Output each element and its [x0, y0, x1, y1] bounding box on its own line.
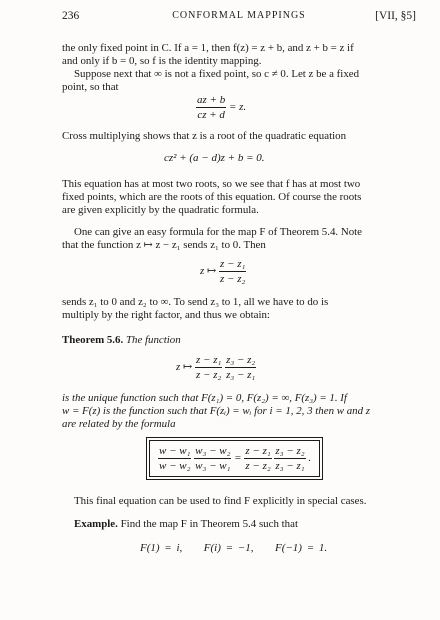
eq5-numerator-1: w − w₁: [159, 445, 191, 457]
eq1-numerator: az + b: [197, 94, 226, 106]
quadratic-equation: cz² + (a − d)z + b = 0.: [164, 152, 265, 164]
eq4-denominator-2: z₃ − z₁: [226, 369, 256, 381]
eq4-numerator-2: z₃ − z₂: [226, 354, 256, 366]
eq4-fraction-1: [195, 354, 222, 381]
eq5-denominator-1: w − w₂: [159, 460, 191, 472]
eq1-fraction: [196, 94, 226, 121]
boxed-cross-ratio-formula: [146, 437, 323, 480]
eq5-fraction-3: [244, 445, 271, 472]
example-label: Example.: [74, 518, 118, 530]
eq5-denominator-3: z − z₂: [245, 460, 271, 472]
para4-line3: are given explicitly by the quadratic formula.: [62, 204, 259, 216]
condition-1: F(1) = i,: [140, 542, 183, 554]
para6-line2: multiply by the right factor, and thus we obtain:: [62, 309, 270, 321]
eq5-period: .: [308, 452, 312, 465]
theorem-line1: is the unique function such that F(z₁) = 0, F(z₂) = ∞, F(z₃) = 1. If: [62, 392, 347, 404]
para1-line1: the only fixed point in C. If a = 1, then f(z) = z + b, and z + b = z if: [62, 42, 354, 54]
page-number: 236: [62, 10, 80, 22]
eq4-denominator-1: z − z₂: [196, 369, 222, 381]
condition-2: F(i) = −1,: [203, 542, 254, 554]
para5-line1: One can give an easy formula for the map F of Theorem 5.4. Note: [74, 226, 363, 238]
theorem-line3: are related by the formula: [62, 418, 176, 430]
theorem-intro: The function: [125, 334, 181, 346]
para1-line2: and only if b = 0, so f is the identity mapping.: [62, 55, 262, 67]
eq5-equals: =: [234, 452, 242, 465]
condition-3: F(−1) = 1.: [274, 542, 328, 554]
eq3-fraction: [219, 258, 246, 285]
fixed-point-equation: [196, 94, 246, 121]
eq5-fraction-2: [194, 445, 231, 472]
para2-line1: Suppose next that ∞ is not a fixed point, so c ≠ 0. Let z be a fixed: [74, 68, 360, 80]
eq4-numerator-1: z − z₁: [196, 354, 222, 366]
translation-map: [200, 258, 246, 285]
eq3-denominator: z − z₂: [220, 273, 246, 285]
theorem-line2: w = F(z) is the function such that F(zᵢ) = wᵢ for i = 1, 2, 3 then w and z: [62, 405, 371, 417]
para5-line2: that the function z ↦ z − z₁ sends z₁ to 0. Then: [62, 239, 266, 251]
boxed-formula-inner: [149, 440, 320, 477]
running-header: [62, 10, 416, 26]
para3: Cross multiplying shows that z is a root of the quadratic equation: [62, 130, 347, 142]
example-text: Find the map F in Theorem 5.4 such that: [120, 518, 298, 530]
section-number: [VII, §5]: [375, 10, 416, 22]
cross-ratio-map: [176, 354, 256, 381]
para4-line2: fixed points, which are the roots of this equation. Of course the roots: [62, 191, 362, 203]
para7: This final equation can be used to find F explicitly in special cases.: [74, 495, 367, 507]
eq5-fraction-1: [158, 445, 191, 472]
eq4-fraction-2: [225, 354, 256, 381]
eq5-denominator-2: w₃ − w₁: [195, 460, 231, 472]
running-title: CONFORMAL MAPPINGS: [172, 10, 306, 21]
eq5-numerator-3: z − z₁: [245, 445, 271, 457]
eq5-numerator-4: z₃ − z₂: [275, 445, 305, 457]
theorem-label: Theorem 5.6.: [62, 334, 124, 346]
eq1-denominator: cz + d: [197, 109, 225, 121]
eq5-denominator-4: z₃ − z₁: [275, 460, 305, 472]
example-heading: [74, 518, 298, 531]
eq3-lhs: z ↦: [200, 265, 217, 278]
eq1-rhs: = z.: [228, 101, 247, 114]
example-conditions: [140, 542, 327, 554]
para4-line1: This equation has at most two roots, so we see that f has at most two: [62, 178, 361, 190]
eq5-fraction-4: [274, 445, 305, 472]
eq4-lhs: z ↦: [176, 361, 193, 374]
theorem-heading: [62, 334, 181, 347]
eq3-numerator: z − z₁: [220, 258, 246, 270]
para2-line2: point, so that: [62, 81, 119, 93]
eq5-numerator-2: w₃ − w₂: [195, 445, 231, 457]
para6-line1: sends z₁ to 0 and z₂ to ∞. To send z₃ to 1, all we have to do is: [62, 296, 329, 308]
